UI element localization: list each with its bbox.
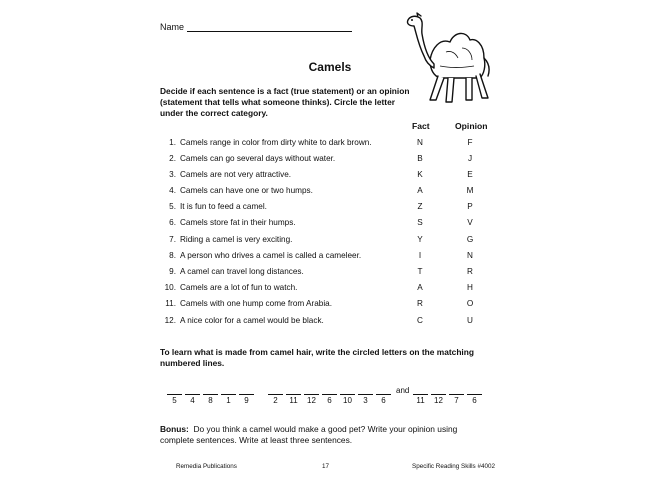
sentence-number: 9. — [169, 267, 176, 276]
puzzle-blank[interactable]: 7 — [449, 394, 464, 405]
puzzle-blank[interactable]: 11 — [413, 394, 428, 405]
and-word: and — [396, 386, 410, 395]
sentence-row — [160, 170, 490, 182]
fact-letter[interactable]: B — [417, 154, 423, 163]
fact-letter[interactable]: Y — [417, 235, 423, 244]
puzzle-blanks — [0, 386, 650, 408]
footer-page-number: 17 — [322, 463, 330, 470]
opinion-letter[interactable]: P — [467, 202, 473, 211]
fact-letter[interactable]: N — [417, 138, 423, 147]
opinion-letter[interactable]: M — [466, 186, 474, 195]
puzzle-blank[interactable]: 6 — [467, 394, 482, 405]
opinion-letter[interactable]: G — [466, 235, 474, 244]
sentence-number: 10. — [164, 283, 176, 292]
bonus-label: Bonus: — [160, 424, 189, 434]
puzzle-blank[interactable]: 12 — [304, 394, 319, 405]
sentence-number: 6. — [169, 218, 176, 227]
opinion-column-header: Opinion — [455, 121, 488, 131]
opinion-letter[interactable]: E — [467, 170, 473, 179]
page-title: Camels — [308, 60, 352, 74]
opinion-letter[interactable]: F — [467, 138, 473, 147]
fact-letter[interactable]: K — [417, 170, 423, 179]
puzzle-blank[interactable]: 3 — [358, 394, 373, 405]
sentence-number: 11. — [165, 299, 176, 308]
fact-letter[interactable]: S — [417, 218, 423, 227]
fact-letter[interactable]: C — [417, 316, 423, 325]
puzzle-instructions: To learn what is made from camel hair, write the circled letters on the matching numbered lines. — [160, 347, 474, 368]
sentence-row — [160, 251, 490, 263]
sentence-row — [160, 154, 490, 166]
opinion-letter[interactable]: H — [467, 283, 473, 292]
sentence-number: 12. — [164, 316, 176, 325]
sentence-text: Camels can go several days without water. — [180, 154, 336, 163]
sentence-row — [160, 218, 490, 230]
sentence-row — [160, 283, 490, 295]
opinion-letter[interactable]: N — [467, 251, 473, 260]
sentence-text: Camels store fat in their humps. — [180, 218, 296, 227]
opinion-letter[interactable]: J — [467, 154, 473, 163]
camel-illustration — [400, 8, 492, 108]
bonus-section — [160, 424, 490, 446]
puzzle-blank[interactable]: 5 — [167, 394, 182, 405]
puzzle-blank[interactable]: 1 — [221, 394, 236, 405]
puzzle-blank[interactable]: 10 — [340, 394, 355, 405]
sentence-row — [160, 186, 490, 198]
sentence-text: Riding a camel is very exciting. — [180, 235, 293, 244]
sentence-text: Camels range in color from dirty white to dark brown. — [180, 138, 372, 147]
sentence-number: 1. — [169, 138, 176, 147]
bonus-text: Do you think a camel would make a good pet? Write your opinion using complete sentences. Write at least three sentences. — [160, 424, 458, 445]
fact-letter[interactable]: A — [417, 283, 423, 292]
name-label: Name — [160, 22, 185, 32]
sentence-number: 5. — [169, 202, 176, 211]
opinion-letter[interactable]: U — [467, 316, 473, 325]
sentence-text: Camels are not very attractive. — [180, 170, 292, 179]
footer-publisher: Remedia Publications — [176, 463, 237, 470]
opinion-letter[interactable]: R — [467, 267, 473, 276]
sentence-text: It is fun to feed a camel. — [180, 202, 267, 211]
sentence-number: 2. — [169, 154, 176, 163]
fact-letter[interactable]: R — [417, 299, 423, 308]
puzzle-blank[interactable]: 4 — [185, 394, 200, 405]
fact-column-header: Fact — [412, 121, 430, 131]
name-field[interactable] — [160, 22, 352, 32]
puzzle-blank[interactable]: 6 — [376, 394, 391, 405]
sentence-row — [160, 202, 490, 214]
fact-letter[interactable]: T — [417, 267, 423, 276]
sentence-text: Camels can have one or two humps. — [180, 186, 313, 195]
sentence-row — [160, 267, 490, 279]
fact-letter[interactable]: I — [418, 251, 422, 260]
sentence-text: Camels with one hump come from Arabia. — [180, 299, 332, 308]
sentence-row — [160, 235, 490, 247]
sentence-number: 8. — [169, 251, 176, 260]
puzzle-blank[interactable]: 6 — [322, 394, 337, 405]
sentence-number: 3. — [169, 170, 176, 179]
sentence-row — [160, 299, 490, 311]
sentence-number: 7. — [169, 235, 176, 244]
sentence-row — [160, 138, 490, 150]
opinion-letter[interactable]: V — [467, 218, 473, 227]
sentence-text: A camel can travel long distances. — [180, 267, 304, 276]
sentence-row — [160, 316, 490, 328]
sentence-number: 4. — [169, 186, 176, 195]
puzzle-blank[interactable]: 2 — [268, 394, 283, 405]
puzzle-blank[interactable]: 12 — [431, 394, 446, 405]
fact-letter[interactable]: Z — [417, 202, 423, 211]
puzzle-blank[interactable]: 11 — [286, 394, 301, 405]
sentence-text: A person who drives a camel is called a cameleer. — [180, 251, 362, 260]
opinion-letter[interactable]: O — [466, 299, 474, 308]
sentence-text: Camels are a lot of fun to watch. — [180, 283, 298, 292]
puzzle-blank[interactable]: 8 — [203, 394, 218, 405]
fact-letter[interactable]: A — [417, 186, 423, 195]
sentence-text: A nice color for a camel would be black. — [180, 316, 324, 325]
name-line[interactable] — [187, 22, 352, 32]
directions-text: Decide if each sentence is a fact (true statement) or an opinion (statement that tells what someone thinks). Circle the letter under the correct category. — [160, 86, 410, 118]
footer-series: Specific Reading Skills #4002 — [412, 463, 495, 470]
puzzle-blank[interactable]: 9 — [239, 394, 254, 405]
